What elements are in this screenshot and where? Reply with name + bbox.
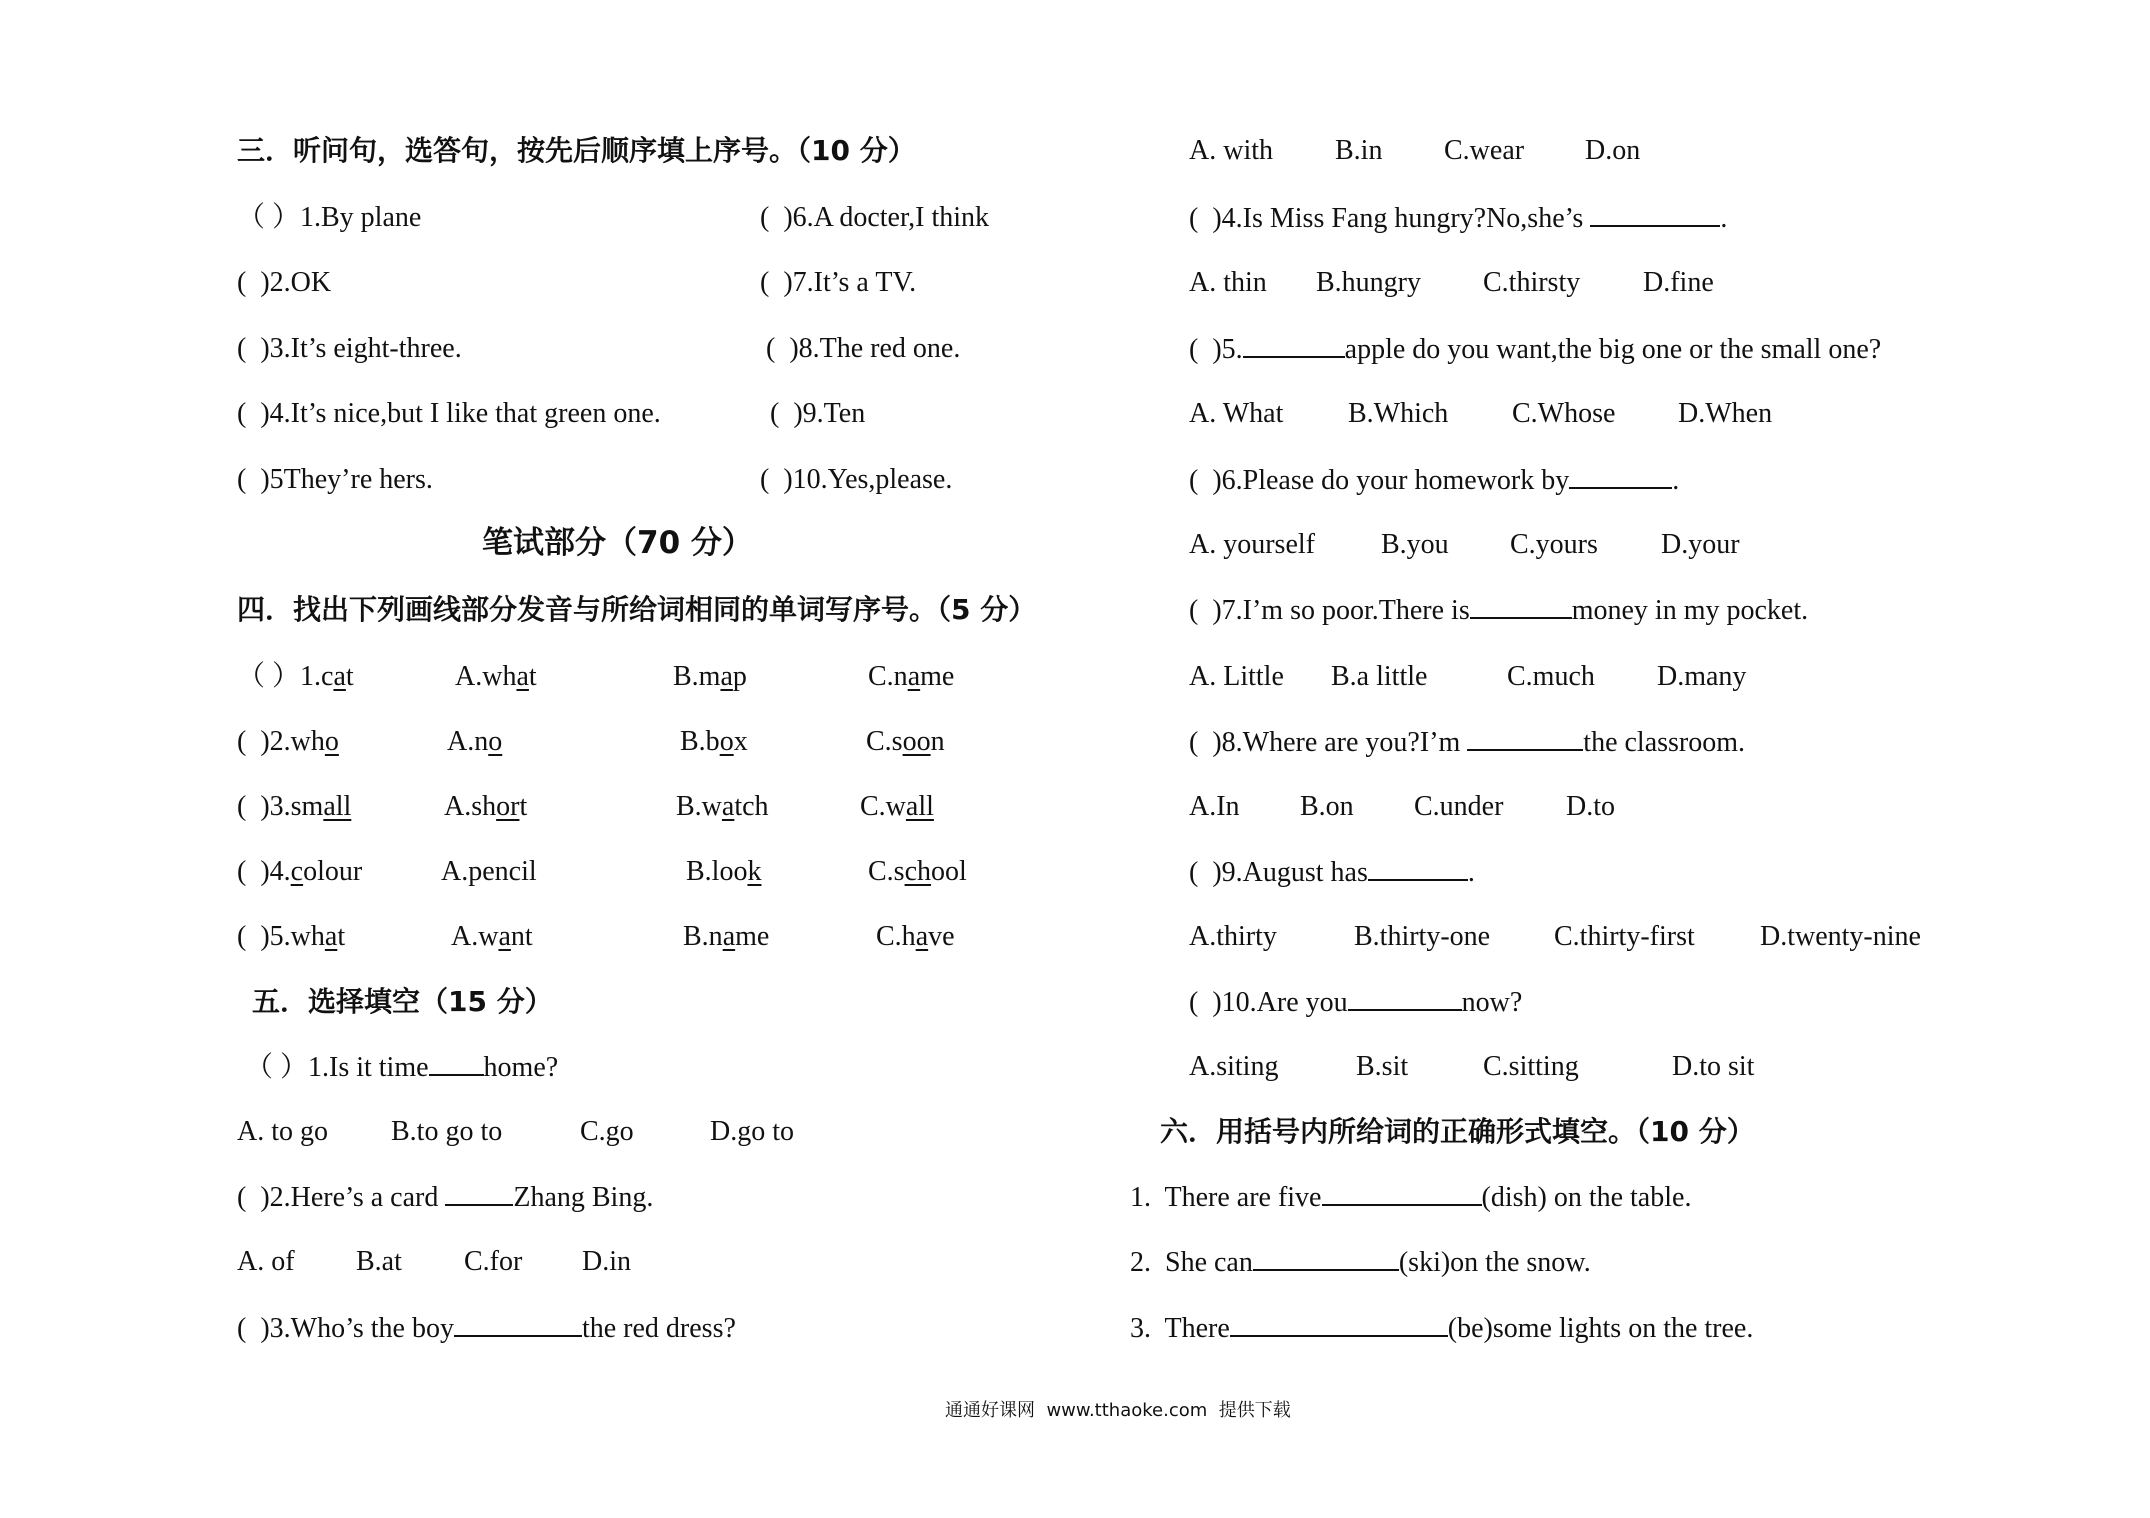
answer-blank[interactable]	[1569, 463, 1672, 489]
answer-blank[interactable]	[429, 1050, 484, 1076]
sec5-q3-option-a: A. with	[1189, 135, 1273, 166]
sec4-q1-option-a: A.what	[455, 661, 537, 692]
sec4-q5-option-a: A.want	[451, 921, 533, 952]
sec5-q9: ( )9.August has .	[1189, 857, 1475, 888]
answer-blank[interactable]	[1348, 985, 1462, 1011]
sec6-item-1: 1. There are five (dish) on the table.	[1130, 1182, 1692, 1213]
answer-blank[interactable]	[1230, 1311, 1448, 1337]
sec5-q9-option-a: A.thirty	[1189, 921, 1277, 952]
sec5-q10-option-a: A.siting	[1189, 1051, 1279, 1082]
sec4-q5-word: ( )5.what	[237, 921, 346, 952]
sec4-q3-option-a: A.short	[444, 791, 528, 822]
sec4-q4-option-a: A.pencil	[441, 856, 537, 887]
sec4-q2-option-b: B.box	[680, 726, 748, 757]
footer-source: 通通好课网 www.tthaoke.com 提供下载	[945, 1400, 1291, 1421]
sec5-q1-option-d: D.go to	[710, 1116, 794, 1147]
sec5-q2-option-b: B.at	[356, 1246, 402, 1277]
sec5-q5: ( )5. apple do you want,the big one or the small one?	[1189, 334, 1882, 365]
sec3-left-item-3: ( )3.It’s eight-three.	[237, 333, 462, 364]
sec4-q5-option-c: C.have	[876, 921, 955, 952]
answer-blank[interactable]	[1368, 855, 1468, 881]
sec5-q9-option-d: D.twenty-nine	[1760, 921, 1921, 952]
sec3-right-item-6: ( )6.A docter,I think	[760, 202, 990, 233]
answer-blank[interactable]	[1253, 1245, 1399, 1271]
answer-blank[interactable]	[1322, 1180, 1482, 1206]
sec6-item-3: 3. There (be)some lights on the tree.	[1130, 1313, 1754, 1344]
sec4-q1-option-b: B.map	[673, 661, 747, 692]
answer-blank[interactable]	[1590, 201, 1720, 227]
answer-blank[interactable]	[1467, 725, 1583, 751]
sec5-q5-option-d: D.When	[1678, 398, 1773, 429]
sec3-left-item-1: （ ）1.By plane	[237, 202, 422, 233]
sec5-q5-option-b: B.Which	[1348, 398, 1449, 429]
sec5-q2: ( )2.Here’s a card Zhang Bing.	[237, 1182, 654, 1213]
sec5-q5-option-c: C.Whose	[1512, 398, 1616, 429]
sec5-q4-option-b: B.hungry	[1316, 267, 1421, 298]
sec3-right-item-10: ( )10.Yes,please.	[760, 464, 953, 495]
sec5-q7-option-a: A. Little	[1189, 661, 1284, 692]
sec4-q2-word: ( )2.who	[237, 726, 339, 757]
sec5-q10-option-b: B.sit	[1356, 1051, 1409, 1082]
sec5-q1-option-a: A. to go	[237, 1116, 328, 1147]
sec5-q4: ( )4.Is Miss Fang hungry?No,she’s .	[1189, 203, 1728, 234]
sec5-q7: ( )7.I’m so poor.There is money in my pocket.	[1189, 595, 1809, 626]
sec5-q5-option-a: A. What	[1189, 398, 1284, 429]
sec6-item-2: 2. She can (ski)on the snow.	[1130, 1247, 1591, 1278]
sec4-q3-option-b: B.watch	[676, 791, 769, 822]
sec5-q6-option-a: A. yourself	[1189, 529, 1315, 560]
sec4-q3-word: ( )3.small	[237, 791, 352, 822]
answer-blank[interactable]	[445, 1180, 513, 1206]
sec5-q6-option-d: D.your	[1661, 529, 1740, 560]
written-part-title: 笔试部分（70 分）	[482, 525, 753, 561]
sec4-q1-word: （ ）1.cat	[237, 661, 354, 692]
sec5-q6: ( )6.Please do your homework by .	[1189, 465, 1680, 496]
sec5-q10: ( )10.Are you now?	[1189, 987, 1523, 1018]
sec5-q6-option-c: C.yours	[1510, 529, 1598, 560]
section-4-title: 四．找出下列画线部分发音与所给词相同的单词写序号。（5 分）	[237, 593, 1037, 626]
sec3-right-item-8: ( )8.The red one.	[766, 333, 961, 364]
sec5-q6-option-b: B.you	[1381, 529, 1449, 560]
sec4-q5-option-b: B.name	[683, 921, 770, 952]
sec5-q8-option-a: A.In	[1189, 791, 1240, 822]
sec3-right-item-7: ( )7.It’s a TV.	[760, 267, 917, 298]
sec5-q8: ( )8.Where are you?I’m the classroom.	[1189, 727, 1746, 758]
sec5-q2-option-a: A. of	[237, 1246, 295, 1277]
sec3-left-item-4: ( )4.It’s nice,but I like that green one.	[237, 398, 661, 429]
sec4-q2-option-a: A.no	[447, 726, 503, 757]
sec5-q3-option-b: B.in	[1335, 135, 1383, 166]
sec5-q3-option-d: D.on	[1585, 135, 1641, 166]
sec5-q1-option-c: C.go	[580, 1116, 634, 1147]
sec4-q2-option-c: C.soon	[866, 726, 945, 757]
sec5-q9-option-c: C.thirty-first	[1554, 921, 1695, 952]
answer-blank[interactable]	[1243, 332, 1345, 358]
sec3-right-item-9: ( )9.Ten	[770, 398, 866, 429]
sec4-q3-option-c: C.wall	[860, 791, 934, 822]
sec5-q9-option-b: B.thirty-one	[1354, 921, 1491, 952]
sec5-q8-option-b: B.on	[1300, 791, 1354, 822]
sec5-q8-option-c: C.under	[1414, 791, 1504, 822]
sec5-q2-option-d: D.in	[582, 1246, 631, 1277]
section-3-title: 三．听问句，选答句，按先后顺序填上序号。（10 分）	[237, 134, 916, 167]
sec5-q8-option-d: D.to	[1566, 791, 1615, 822]
section-6-title: 六．用括号内所给词的正确形式填空。（10 分）	[1160, 1115, 1755, 1148]
sec5-q10-option-c: C.sitting	[1483, 1051, 1579, 1082]
sec5-q3-option-c: C.wear	[1444, 135, 1525, 166]
sec5-q7-option-b: B.a little	[1331, 661, 1428, 692]
sec5-q4-option-c: C.thirsty	[1483, 267, 1581, 298]
sec5-q1: （ ）1.Is it time home?	[245, 1052, 559, 1083]
sec3-left-item-5: ( )5They’re hers.	[237, 464, 433, 495]
answer-blank[interactable]	[454, 1311, 582, 1337]
sec5-q3: ( )3.Who’s the boy the red dress?	[237, 1313, 736, 1344]
sec5-q7-option-c: C.much	[1507, 661, 1595, 692]
sec4-q1-option-c: C.name	[868, 661, 955, 692]
sec5-q4-option-d: D.fine	[1643, 267, 1714, 298]
sec3-left-item-2: ( )2.OK	[237, 267, 332, 298]
sec4-q4-option-b: B.look	[686, 856, 762, 887]
sec5-q1-option-b: B.to go to	[391, 1116, 503, 1147]
sec5-q7-option-d: D.many	[1657, 661, 1747, 692]
sec5-q10-option-d: D.to sit	[1672, 1051, 1755, 1082]
sec4-q4-option-c: C.school	[868, 856, 967, 887]
sec5-q2-option-c: C.for	[464, 1246, 523, 1277]
section-5-title: 五．选择填空（15 分）	[252, 985, 553, 1018]
sec5-q4-option-a: A. thin	[1189, 267, 1267, 298]
sec4-q4-word: ( )4.colour	[237, 856, 363, 887]
answer-blank[interactable]	[1470, 593, 1572, 619]
